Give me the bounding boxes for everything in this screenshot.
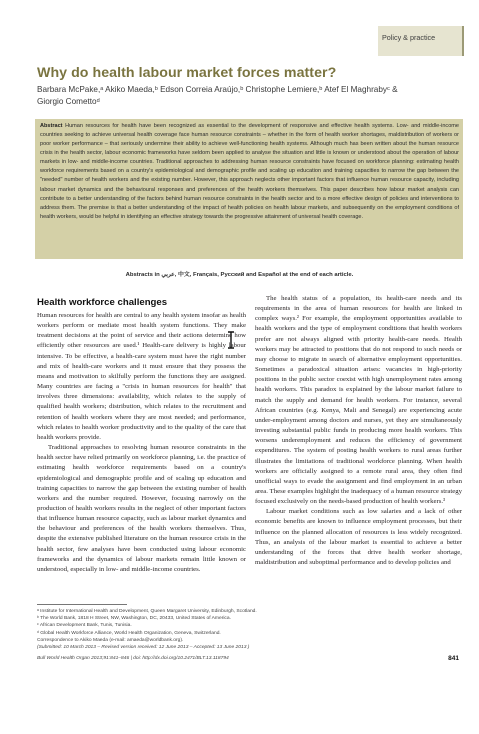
authors-line-2: Giorgio Comettoᵈ bbox=[37, 97, 100, 107]
abstract-text bbox=[40, 122, 459, 222]
text-cursor-icon bbox=[226, 331, 236, 349]
left-column bbox=[37, 311, 246, 575]
section-tab-label: Policy & practice bbox=[382, 33, 436, 42]
footnote-affiliation-b: ᵇ The World Bank, 1818 H Street, NW, Washington, DC, 20433, United States of America. bbox=[37, 616, 231, 622]
footnote-rule bbox=[37, 604, 127, 605]
page-footer bbox=[37, 656, 463, 661]
abstract-body: Human resources for health have been recognized as essential to the development of responsive and effective health systems. Low- and middle-income countries seeking to achieve universal health coverage face human resource constraints – whether in the form of health worker shortages, maldistribution of workers or poor worker performance – that seriously undermine their ability to achieve well-functioning health systems. Although much has been written about the human resource crisis in the health sector, labour economic frameworks have seldom been applied to analyse the situation and little is known or understood about the operation of labour markets in low- and middle-income countries. Traditional approaches to addressing human resource constraints have focused on workforce planning: estimating health workforce requirements based on a country's epidemiological and demographic profile and scaling up education and training capacities to narrow the gap between the "needed" number of health workers and the existing number. However, this approach neglects other important factors that influence human resource capacity, including labour market dynamics and the behavioural responses and preferences of the health workers themselves. This paper describes how labour market analysis can contribute to a better understanding of the factors behind human resource constraints in the health sector and to a more effective design of policies and interventions to address them. The premise is that a better understanding of the impact of health policies on health labour markets, and subsequently on the employment conditions of health workers, would be helpful in identifying an effective strategy towards the progressive attainment of universal health coverage. bbox=[40, 123, 459, 220]
right-paragraph-1: The health status of a population, its health-care needs and its requirements in the area of human resources for health are linked in complex ways.² For example, the employment opportunities available to health workers and the type of employment conditions that health workers prefer are not always aligned with priority health-care needs. Health workers may be attracted to positions that do not respond to such needs or may choose to migrate in search of alternative employment opportunities. Sometimes a paradoxical situation arises: vacancies in high-priority positions in the public sector coexist with high unemployment rates among health workers. This paradox is explained by the labour market failure to match the supply and demand for health workers. For instance, several African countries (e.g. Kenya, Mali and Senegal) are experiencing acute under-employment among doctors and nurses, yet they are simultaneously investing substantial public funds in producing more health workers. This worsens underemployment and reduces the efficiency of government expenditures. The system of posting health workers to rural areas further illustrates the limitations of traditional workforce planning. When health workers are officially assigned to a remote rural area, they often find unofficial ways to evade the assignment and find employment in an urban area. These examples highlight the inadequacy of a human resource strategy focused exclusively on the needs-based production of health workers.³ bbox=[255, 295, 462, 506]
right-column bbox=[255, 294, 462, 568]
abstracts-languages-note: Abstracts in عربي, 中文, Français, Русский and Español at the end of each article. bbox=[125, 272, 354, 278]
article-title: Why do health labour market forces matter? bbox=[37, 65, 337, 81]
abstract-label: Abstract bbox=[40, 123, 66, 129]
footnote-affiliation-d: ᵈ Global Health Workforce Alliance, World Health Organization, Geneva, Switzerland. bbox=[37, 630, 221, 636]
page-number: 841 bbox=[448, 655, 459, 662]
section-heading: Health workforce challenges bbox=[37, 297, 168, 308]
correspondence-note: Correspondence to Akiko Maeda (e-mail: amaeda@worldbank.org). bbox=[37, 637, 184, 643]
right-paragraph-2: Labour market conditions such as low salaries and a lack of other economic benefits are known to influence employment processes, but their influence on the planned allocation of resources is less widely recognized. Thus, an analysis of the labour market is essential to achieve a better understanding of the forces that drive health worker shortage, maldistribution and suboptimal performance and to develop policies and bbox=[255, 508, 462, 567]
section-tab-rule bbox=[462, 26, 464, 56]
footnotes bbox=[37, 604, 463, 651]
footnote-affiliation-a: ᵃ Institute for International Health and Development, Queen Margaret University, Edinburgh, Scotland. bbox=[37, 609, 257, 614]
author-list bbox=[37, 84, 457, 108]
authors-line-1: Barbara McPake,ᵃ Akiko Maeda,ᵇ Edson Correia Araújo,ᵇ Christophe Lemiere,ᵇ Atef El Maghrabyᶜ & bbox=[37, 85, 398, 94]
submission-dates: (Submitted: 10 March 2013 – Revised version received: 12 June 2013 – Accepted: 13 June 2013 ) bbox=[37, 645, 250, 651]
citation-line: Bull World Health Organ 2013;91:841–846 | doi: http://dx.doi.org/10.2471/BLT.13.118794 bbox=[37, 656, 229, 661]
footnote-affiliation-c: ᶜ African Development Bank, Tunis, Tunisia. bbox=[37, 623, 132, 629]
left-paragraph-2: Traditional approaches to resolving human resource constraints in the health sector have relied primarily on workforce planning, i.e. the practice of estimating health workforce requirements based on a country's epidemiological and demographic profile and of scaling up education and training capacities to narrow the gap between the existing number of health workers and the number required. However, focusing narrowly on the production of health workers results in the neglect of other important factors that influence human resource capacity, such as labour market dynamics and the behaviour and preferences of the health workers themselves. Thus, despite the extensive published literature on the human resource crisis in the health sector, few analyses have been conducted using labour economic frameworks and the dynamics of labour markets remain little known or understood, especially in low- and middle-income countries. bbox=[37, 444, 246, 573]
left-paragraph-1: Human resources for health are central to any health system insofar as health workers perform or mediate most health system functions. They make treatment decisions at the point of service and their actions determine how efficiently other resources are used.¹ Health-care delivery is highly labour intensive. To be effective, a health-care system must have the right number and mix of health-care workers and it must ensure that they possess the means and motivation to skilfully perform the functions they are assigned. Many countries are facing a "crisis in human resources for health" that involves three dimensions: availability, which relates to the supply of qualified health workers; distribution, which relates to the recruitment and retention of health workers where they are most needed; and performance, which relates to health worker productivity and to the quality of the care that health workers provide. bbox=[37, 312, 246, 441]
